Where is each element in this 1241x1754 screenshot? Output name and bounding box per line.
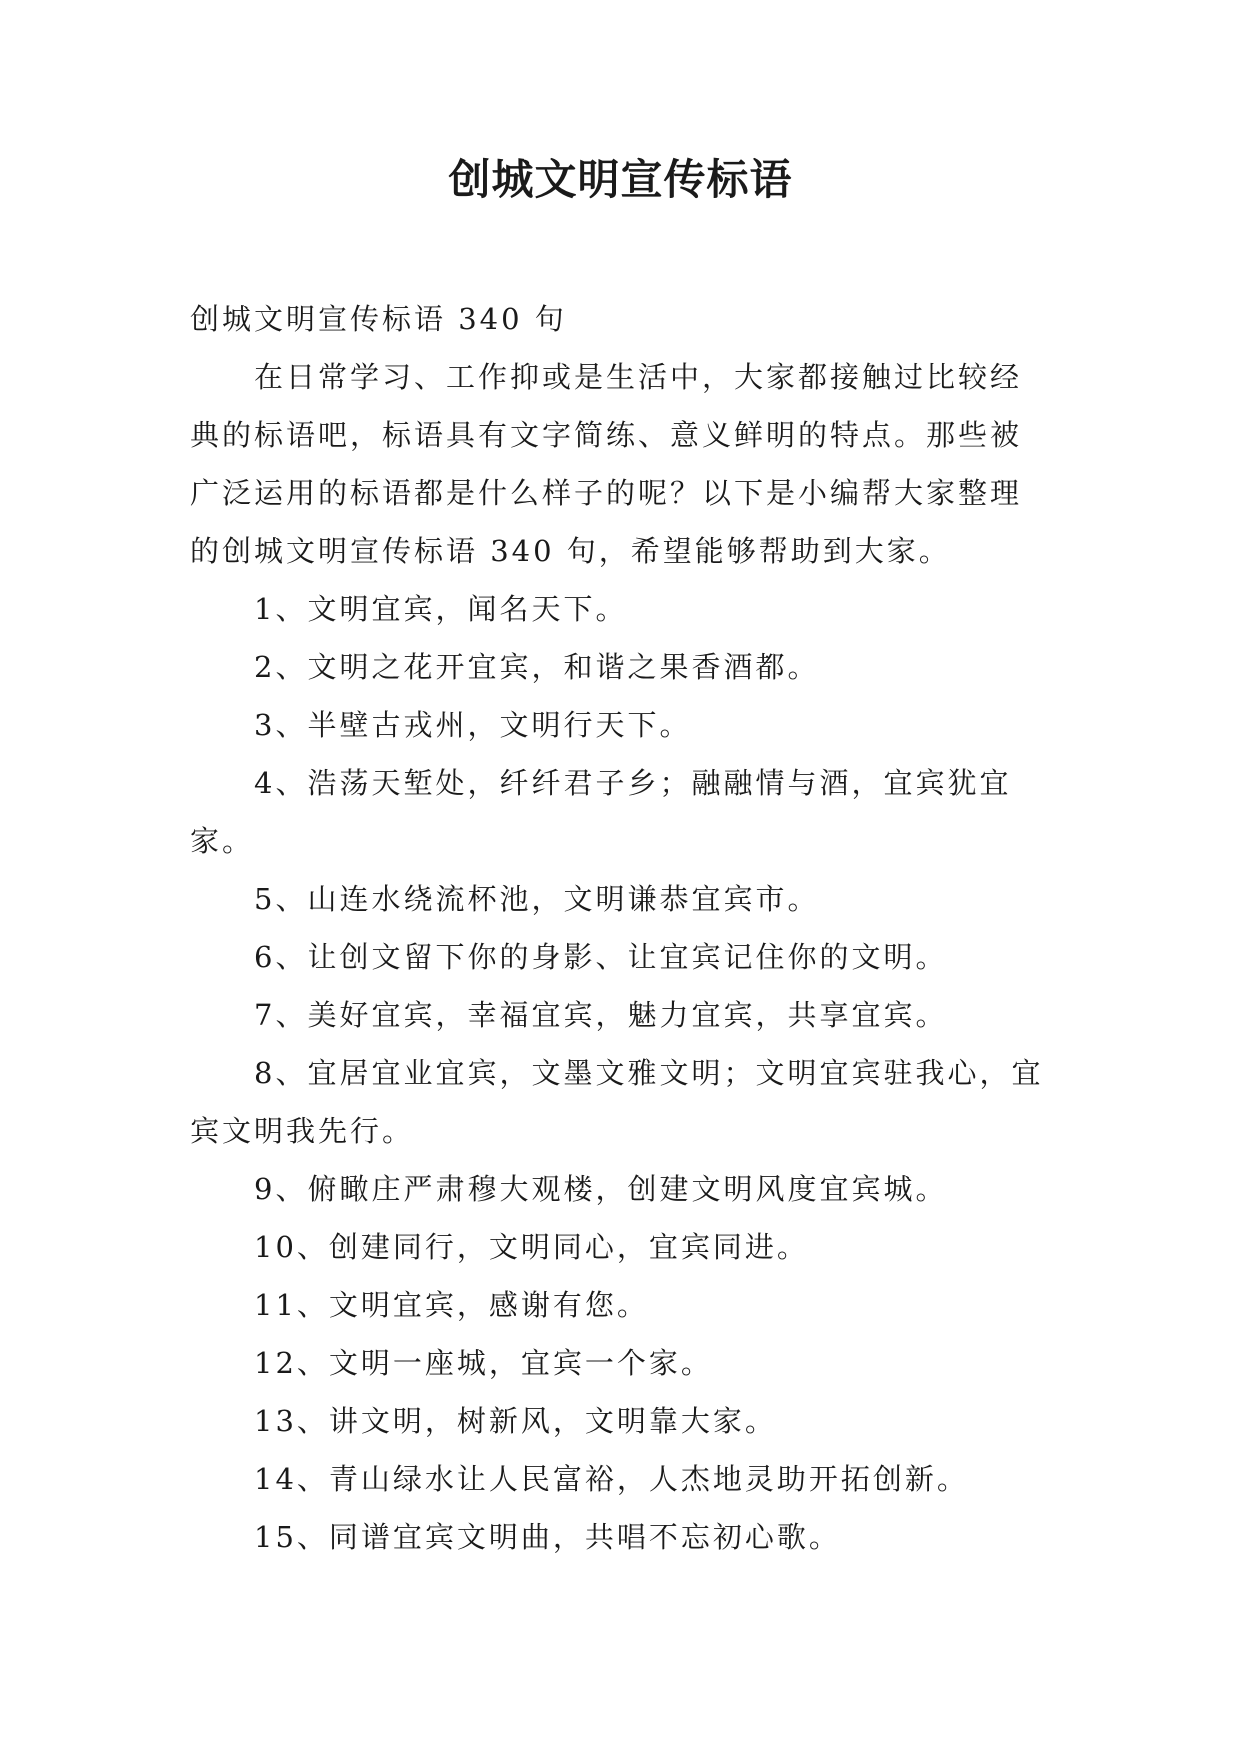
list-item: 1、文明宜宾，闻名天下。 (254, 592, 628, 626)
document-body (190, 290, 1050, 1566)
list-item: 13、讲文明，树新风，文明靠大家。 (254, 1404, 777, 1438)
list-item: 9、俯瞰庄严肃穆大观楼，创建文明风度宜宾城。 (254, 1172, 948, 1206)
intro-paragraph: 在日常学习、工作抑或是生活中，大家都接触过比较经典的标语吧，标语具有文字简练、意义鲜明的特点。那些被广泛运用的标语都是什么样子的呢？以下是小编帮大家整理的创城文明宣传标语 340 句，希望能够帮助到大家。 (190, 360, 1023, 568)
list-item: 4、浩荡天堑处，纤纤君子乡；融融情与酒，宜宾犹宜家。 (190, 766, 1012, 858)
list-item: 14、青山绿水让人民富裕，人杰地灵助开拓创新。 (254, 1462, 969, 1496)
document-subtitle: 创城文明宣传标语 340 句 (190, 302, 567, 336)
list-item: 11、文明宜宾，感谢有您。 (254, 1288, 649, 1322)
list-item: 5、山连水绕流杯池，文明谦恭宜宾市。 (254, 882, 820, 916)
list-item: 12、文明一座城，宜宾一个家。 (254, 1346, 713, 1380)
list-item: 8、宜居宜业宜宾，文墨文雅文明；文明宜宾驻我心，宜宾文明我先行。 (190, 1056, 1044, 1148)
list-item: 2、文明之花开宜宾，和谐之果香酒都。 (254, 650, 820, 684)
list-item: 15、同谱宜宾文明曲，共唱不忘初心歌。 (254, 1520, 841, 1554)
list-item: 10、创建同行，文明同心，宜宾同进。 (254, 1230, 809, 1264)
list-item: 3、半壁古戎州，文明行天下。 (254, 708, 692, 742)
list-item: 6、让创文留下你的身影、让宜宾记住你的文明。 (254, 940, 948, 974)
list-item: 7、美好宜宾，幸福宜宾，魅力宜宾，共享宜宾。 (254, 998, 948, 1032)
document-title: 创城文明宣传标语 (448, 155, 793, 204)
